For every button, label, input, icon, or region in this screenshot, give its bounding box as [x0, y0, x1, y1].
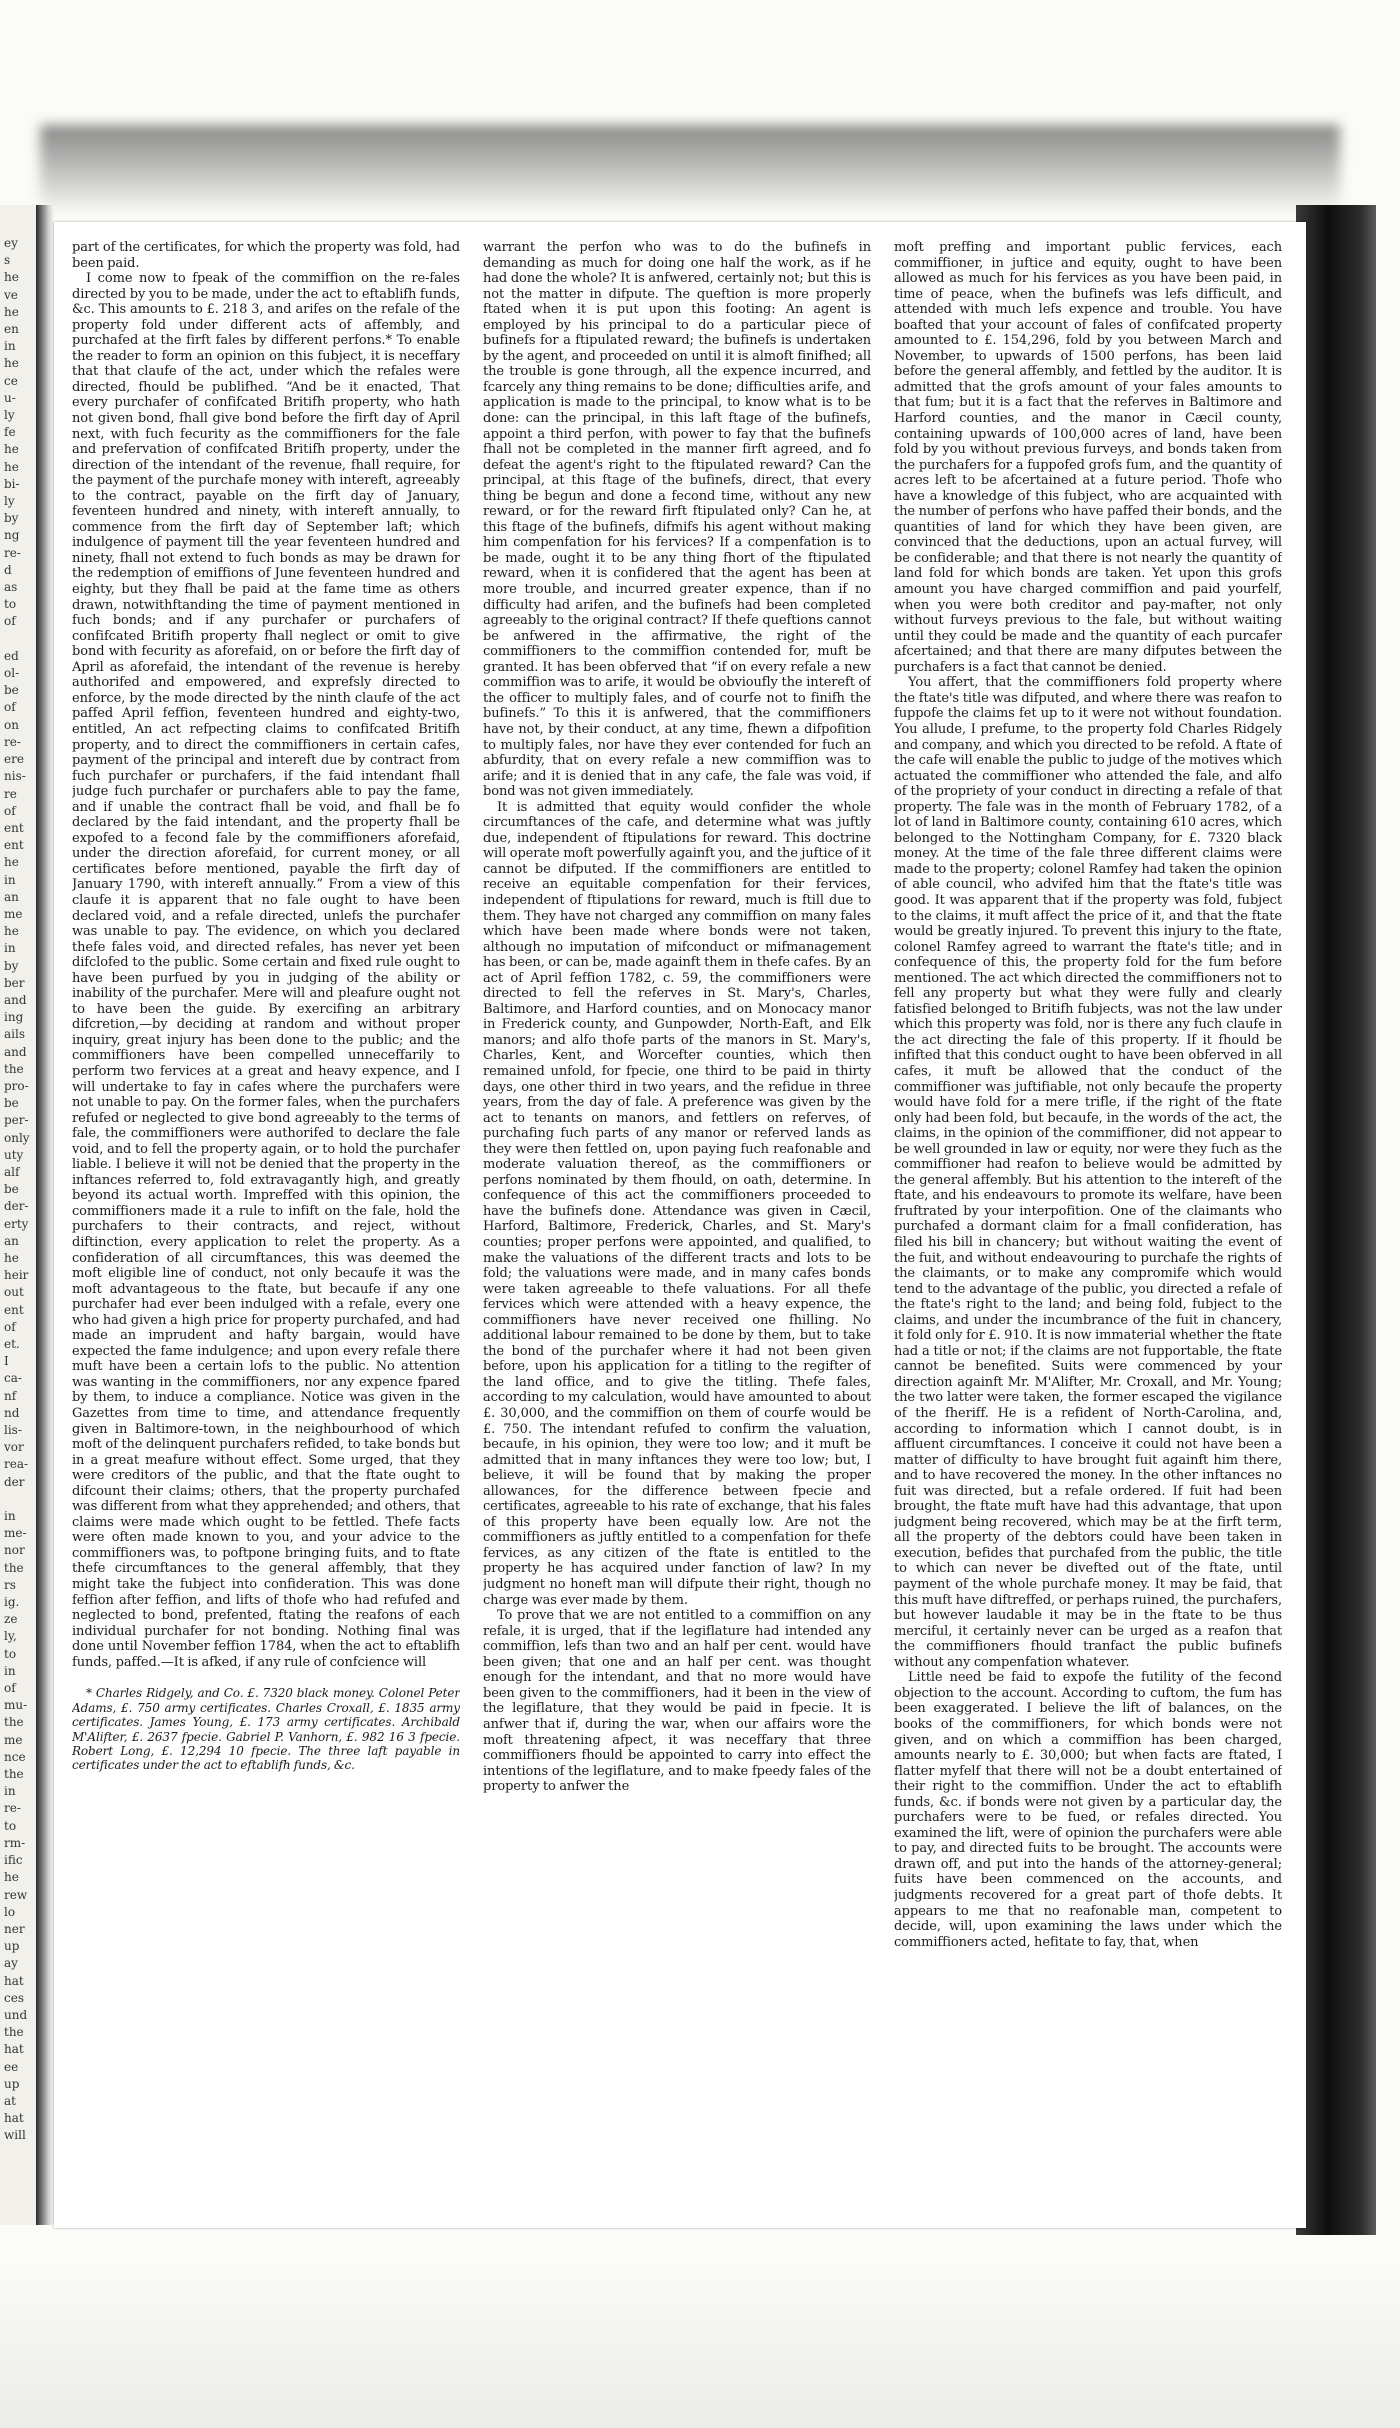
text-column-1: [72, 240, 460, 2215]
book-gutter: [36, 205, 54, 2225]
scan-margin: [0, 2260, 1400, 2428]
scan-shadow: [40, 125, 1340, 215]
facing-page-text-fragment: ey s he ve he en in he ce u- ly fe he he bi- ly by ng re- d as to of ed ol- be of on re- ere nis- re of ent ent he in an me he in by ber and ing ails and the pro- be per- only uty alf be der- erty an he heir out ent of et. I ca- nf nd lis- vor rea- der in me- nor the rs ig. ze ly, to in of mu- the me nce the in re- to rm- ific he rew lo ner up ay hat ces und the hat ee up at hat will: [4, 236, 30, 2143]
paragraph: I come now to fpeak of the commiffion on the re-fales directed by you to be made, under the act to eftablifh funds, &c. This amounts to £. 218 3, and arifes on the refale of the property fold under different acts of affembly, and purchafed at the firft fales by different perfons.* To enable the reader to form an opinion on this fubject, it is neceffary that that claufe of the act, under which the refales were directed, fhould be publifhed. “And be it enacted, That every purchafer of confifcated Britifh property, who hath not given bond, fhall give bond before the firft day of April next, with fuch fecurity as the commiffioners for the fale and prefervation of confifcated Britifh property, under the direction of the intendant of the revenue, fhall require, for the payment of the purchafe money with intereft, agreeably to the contract, payable on the firft day of January, feventeen hundred and ninety, with intereft annually, to commence from the firft day of September laft; which indulgence of payment till the year feventeen hundred and ninety, fhall not extend to fuch bonds as may be drawn for the redemption of emiffions of June feventeen hundred and eighty, but they fhall be paid at the fame time as others drawn, notwithftanding the time of payment mentioned in fuch bonds; and if any purchafer or purchafers of confifcated Britifh property fhall neglect or omit to give bond with fecurity as aforefaid, on or before the firft day of April as aforefaid, the intendant of the revenue is hereby authorifed and empowered, and exprefsly directed to enforce, by the mode directed by the ninth claufe of the act paffed April feffion, feventeen hundred and eighty-two, entitled, An act refpecting claims to confifcated Britifh property, and to direct the commiffioners in certain cafes, payment of the principal and intereft due by contract from fuch purchafer or purchafers, if the faid intendant fhall judge fuch purchafer or purchafers able to pay the fame, and if unable the contract fhall be void, and fhall be fo declared by the faid intendant, and the property fhall be expofed to a fecond fale by the commiffioners aforefaid, under the direction aforefaid, for current money, or all certificates before mentioned, payable the firft day of January 1790, with intereft annually.” From a view of this claufe it is apparent that no fale ought to have been declared void, and a refale directed, unlefs the purchafer was unable to pay. The evidence, on which you declared thefe fales void, and directed refales, has never yet been difclofed to the public. Some certain and fixed rule ought to have been purfued by you in judging of the ability or inability of the purchafer. Mere will and pleafure ought not to have been the guide. By exercifing an arbitrary difcretion,—by deciding at random and without proper inquiry, great injury has been done to the public; and the commiffioners have been compelled unneceffarily to perform two fervices at a great and heavy expence, and I will undertake to fay in cafes where the purchafers were not unable to pay. On the former fales, when the purchafers refufed or neglected to give bond agreeably to the terms of fale, the commiffioners were authorifed to declare the fale void, and to fell the property again, or to hold the purchafer liable. I believe it will not be denied that the property in the inftances referred to, fold extravagantly high, and greatly beyond its actual worth. Impreffed with this opinion, the commiffioners made it a rule to infift on the fale, hold the purchafers to their contracts, and reject, without diftinction, every application to relet the property. As a confideration of all circumftances, this was deemed the moft eligible line of conduct, not only becaufe it was the moft advantageous to the ftate, but becaufe if any one purchafer had ever been indulged with a refale, every one who had given a high price for property purchafed, and had made an imprudent and hafty bargain, would have expected the fame indulgence; and upon every refale there muft have been a certain lofs to the public. No attention was wanting in the commiffioners, nor any expence fpared by them, to induce a compliance. Notice was given in the Gazettes from time to time, and attendance frequently given in Baltimore-town, in the neighbourhood of which moft of the delinquent purchafers refided, to take bonds but in a great meafure without effect. Some urged, that they were creditors of the public, and that the ftate ought to difcount their claims; others, that the property purchafed was different from what they apprehended; and others, that claims were made which ought to be fettled. Thefe facts were often made known to you, and your advice to the commiffioners was, to poftpone bringing fuits, and to ftate thefe circumftances to the general affembly, that they might take the fubject into confideration. This was done feffion after feffion, and lifts of thofe who had refufed and neglected to bond, prefented, ftating the reafons of each individual purchafer for not bonding. Nothing final was done until November feffion 1784, when the act to eftablifh funds, paffed.—It is afked, if any rule of confcience will: [72, 271, 460, 1670]
paragraph: Little need be faid to expofe the futility of the fecond objection to the account. According to cuftom, the fum has been exaggerated. I believe the lift of balances, on the books of the commiffioners, for which bonds were not given, and on which a commiffion has been charged, amounts nearly to £. 30,000; but when facts are ftated, I flatter myfelf that there will not be a doubt entertained of their right to the commiffion. Under the act to eftablifh funds, &c. if bonds were not given by a particular day, the purchafers were to be fued, or refales directed. You examined the lift, were of opinion the purchafers were able to pay, and directed fuits to be brought. The accounts were drawn off, and put into the hands of the attorney-general; fuits have been commenced on the accounts, and judgments recovered for a great part of thofe debts. It appears to me that no reafonable man, competent to decide, will, upon examining the laws under which the commiffioners acted, hefitate to fay, that, when: [894, 1670, 1282, 1950]
paragraph: warrant the perfon who was to do the bufinefs in demanding as much for doing one half the work, as if he had done the whole? It is anfwered, certainly not; but this is not the matter in difpute. The queftion is more properly ftated when it is put upon this footing: An agent is employed by his principal to do a particular piece of bufinefs for a ftipulated reward; the bufinefs is undertaken by the agent, and proceeded on until it is almoft finifhed; all the trouble is gone through, all the expence incurred, and fcarcely any thing remains to be done; difficulties arife, and application is made to the principal, to know what is to be done: can the principal, in this laft ftage of the bufinefs, appoint a third perfon, with power to fay that the bufinefs fhall not be completed in the manner firft agreed, and fo defeat the agent's right to the ftipulated reward? Can the principal, at this ftage of the bufinefs, direct, that every thing be begun and done a fecond time, without any new reward, or for the reward firft ftipulated only? Can he, at this ftage of the bufinefs, difmifs his agent without making him compenfation for his fervices? If a compenfation is to be made, ought it to be any thing fhort of the ftipulated reward, when it is confidered that the agent has been at more trouble, and incurred greater expence, than if no difficulty had arifen, and the bufinefs had been completed agreeably to the original contract? If thefe queftions cannot be anfwered in the affirmative, the right of the commiffioners to the commiffion contended for, muft be granted. It has been obferved that “if on every refale a new commiffion was to arife, it would be obvioufly the intereft of the officer to multiply fales, and of courfe not to finifh the bufinefs.” To this it is anfwered, that the commiffioners have not, by their conduct, at any time, fhewn a difpofition to multiply fales, nor have they ever contended for fuch an abfurdity, that on every refale a new commiffion was to arife; and it is denied that in any cafe, the fale was void, if bond was not given immediately.: [483, 240, 871, 800]
paragraph: It is admitted that equity would confider the whole circumftances of the cafe, and determine what was juftly due, independent of ftipulations for reward. This doctrine will operate moft powerfully againft you, and the juftice of it cannot be difputed. If the commiffioners are entitled to receive an equitable compenfation for their fervices, independent of ftipulations for reward, much is ftill due to them. They have not charged any commiffion on many fales which have been made where bonds were not taken, although no imputation of mifconduct or mifmanagement has been, or can be, made againft them in thefe cafes. By an act of April feffion 1782, c. 59, the commiffioners were directed to fell the referves in St. Mary's, Charles, Baltimore, and Harford counties, and on Monocacy manor in Frederick county, and Gunpowder, North-Eaft, and Elk manors; and alfo thofe parts of the manors in St. Mary's, Charles, Kent, and Worcefter counties, which then remained unfold, for fpecie, one third to be paid in thirty days, one other third in two years, and the refidue in three years, from the day of fale. A preference was given by the act to tenants on manors, and fettlers on referves, of purchafing fuch parts of any manor or referved lands as they were then fettled on, upon paying fuch reafonable and moderate valuation thereof, as the commiffioners or perfons nominated by them fhould, on oath, determine. In confequence of this act the commiffioners proceeded to have the bufinefs done. Attendance was given in Cæcil, Harford, Baltimore, Frederick, Charles, and St. Mary's counties; proper perfons were appointed, and qualified, to make the valuations of the different tracts and lots to be fold; the valuations were made, and in many cafes bonds were taken agreeable to thefe valuations. For all thefe fervices which were attended with a heavy expence, the commiffioners have never received one fhilling. No additional labour remained to be done by them, but to take the bond of the purchafer where it had not been given before, upon his application for a titling to the regifter of the land office, and to give the titling. Thefe fales, according to my calculation, would have amounted to about £. 30,000, and the commiffion on them of courfe would be £. 750. The intendant refufed to confirm the valuation, becaufe, in his opinion, they were too low; and it muft be admitted that in many inftances they were too low; but, I believe, it will be found that by making the proper allowances, for the difference between fpecie and certificates, agreeable to his rate of exchange, that his fales of this property have been equally low. Are not the commiffioners as juftly entitled to a compenfation for thefe fervices, as any citizen of the ftate is entitled to the property he has acquired under fanction of law? In my judgment no honeft man will difpute their right, though no charge was ever made by them.: [483, 799, 871, 1608]
paragraph: moft preffing and important public fervices, each commiffioner, in juftice and equity, ought to have been allowed as much for his fervices as you have been paid, in time of peace, when the bufinefs was lefs difficult, and attended with much lefs expence and trouble. You have boafted that your account of fales of confifcated property amounted to £. 154,296, fold by you between March and November, to upwards of 1500 perfons, has been laid before the general affembly, and fettled by the auditor. It is admitted that the grofs amount of your fales amounts to that fum; but it is a fact that the referves in Baltimore and Harford counties, and the manor in Cæcil county, containing upwards of 100,000 acres of land, have been fold by you without previous furveys, and bonds taken from the purchafers for a fuppofed grofs fum, and the quantity of acres left to be afcertained at a future period. Thofe who have a knowledge of this fubject, who are acquainted with the number of perfons who have paffed their bonds, and the quantities of land for which they have been given, are convinced that the deductions, upon an actual furvey, will be confiderable; and that there is not nearly the quantity of land fold for which bonds are taken. Yet upon this grofs amount you have charged commiffion and paid yourfelf, when you were both creditor and pay-mafter, not only without furveys previous to the fale, but without waiting until they could be made and the quantity of each purcafer afcertained; and that there are many difputes between the purchafers is a fact that cannot be denied.: [894, 240, 1282, 675]
text-column-3: [894, 240, 1282, 2215]
paragraph: part of the certificates, for which the property was fold, had been paid.: [72, 240, 460, 271]
book-edge: [1296, 205, 1376, 2235]
text-columns: [72, 240, 1282, 2215]
paragraph: You affert, that the commiffioners fold property where the ftate's title was difputed, and where there was reafon to fuppofe the claims fet up to it were not without foundation. You allude, I prefume, to the property fold Charles Ridgely and company, and which you directed to be refold. A ftate of the cafe will enable the public to judge of the motives which actuated the commiffioner who attended the fale, and alfo of the propriety of your conduct in directing a refale of that property. The fale was in the month of February 1782, of a lot of land in Baltimore county, containing 610 acres, which belonged to the Nottingham Company, for £. 7320 black money. At the time of the fale three different claims were made to the property; colonel Ramfey had taken the opinion of able council, who advifed him that the ftate's title was good. It was apparent that if the property was fold, fubject to the claims, it muft affect the price of it, and that the ftate would be greatly injured. To prevent this injury to the ftate, colonel Ramfey agreed to warrant the ftate's title; and in confequence of this, the property fold for the fum before mentioned. The act which directed the commiffioners not to fell any property but what they were fully and clearly fatisfied belonged to Britifh fubjects, was not the law under which this property was fold, nor is there any fuch claufe in the act directing the fale of this property. If it fhould be infifted that this conduct ought to have been obferved in all cafes, it muft be allowed that the conduct of the commiffioner was juftifiable, not only becaufe the property would have fold for a mere trifle, if the right of the ftate only had been fold, but becaufe, in the words of the act, the claims, in the opinion of the commiffioner, did not appear to be well grounded in law or equity, nor were they fuch as the commiffioner had reafon to believe would be admitted by the general affembly. But his attention to the intereft of the ftate, and his endeavours to promote its welfare, have been fruftrated by your interpofition. One of the claimants who purchafed a dormant claim for a fmall confideration, has filed his bill in chancery; but without waiting the event of the fuit, and without endeavouring to purchafe the rights of the claimants, or to make any compromife which would tend to the advantage of the public, you directed a refale of the ftate's right to the land; and being fold, fubject to the claims, and under the incumbrance of the fuit in chancery, it fold only for £. 910. It is now immaterial whether the ftate had a title or not; if the claims are not fupportable, the ftate cannot be benefited. Suits were commenced by your direction againft Mr. M'Alifter, Mr. Croxall, and Mr. Young; the two latter were taken, the former escaped the vigilance of the fheriff. He is a refident of North-Carolina, and, according to information which I cannot doubt, is in affluent circumftances. I conceive it could not have been a matter of difficulty to have brought fuit againft him there, and to have recovered the money. In the other inftances no fuit was directed, but a refale ordered. If fuit had been brought, the ftate muft have had this advantage, that upon judgment being recovered, which may be at the firft term, all the property of the debtors could have been taken in execution, befides that purchafed from the public, the title to which can never be divefted out of the ftate, until payment of the whole purchafe money. It may be faid, that this muft have diftreffed, or perhaps ruined, the purchafers, but however laudable it may be in the ftate to be thus merciful, it certainly never can be urged as a reafon that the commiffioners fhould tranfact the public bufinefs without any compenfation whatever.: [894, 675, 1282, 1670]
text-column-2: [483, 240, 871, 2215]
footnotes: [72, 1686, 460, 1772]
facing-page-edge: [0, 205, 40, 2225]
footnote: * Charles Ridgely, and Co. £. 7320 black money. Colonel Peter Adams, £. 750 army certificates. Charles Croxall, £. 1835 army certificates. James Young, £. 173 army certificates. Archibald M'Alifter, £. 2637 fpecie. Gabriel P. Vanhorn, £. 982 16 3 fpecie. Robert Long, £. 12,294 10 fpecie. The three laft payable in certificates under the act to eftablifh funds, &c.: [72, 1686, 460, 1773]
paragraph: To prove that we are not entitled to a commiffion on any refale, it is urged, that if the legiflature had intended any commiffion, lefs than two and an half per cent. would have been given; that one and an half per cent. was thought enough for the intendant, and that no more would have been given to the commiffioners, had it been in the view of the legiflature, that they would be paid in fpecie. It is anfwer that if, during the war, when our affairs wore the moft threatening afpect, it was neceffary that three commiffioners fhould be appointed to carry into effect the intentions of the legiflature, and to make fpeedy fales of the property to anfwer the: [483, 1608, 871, 1795]
